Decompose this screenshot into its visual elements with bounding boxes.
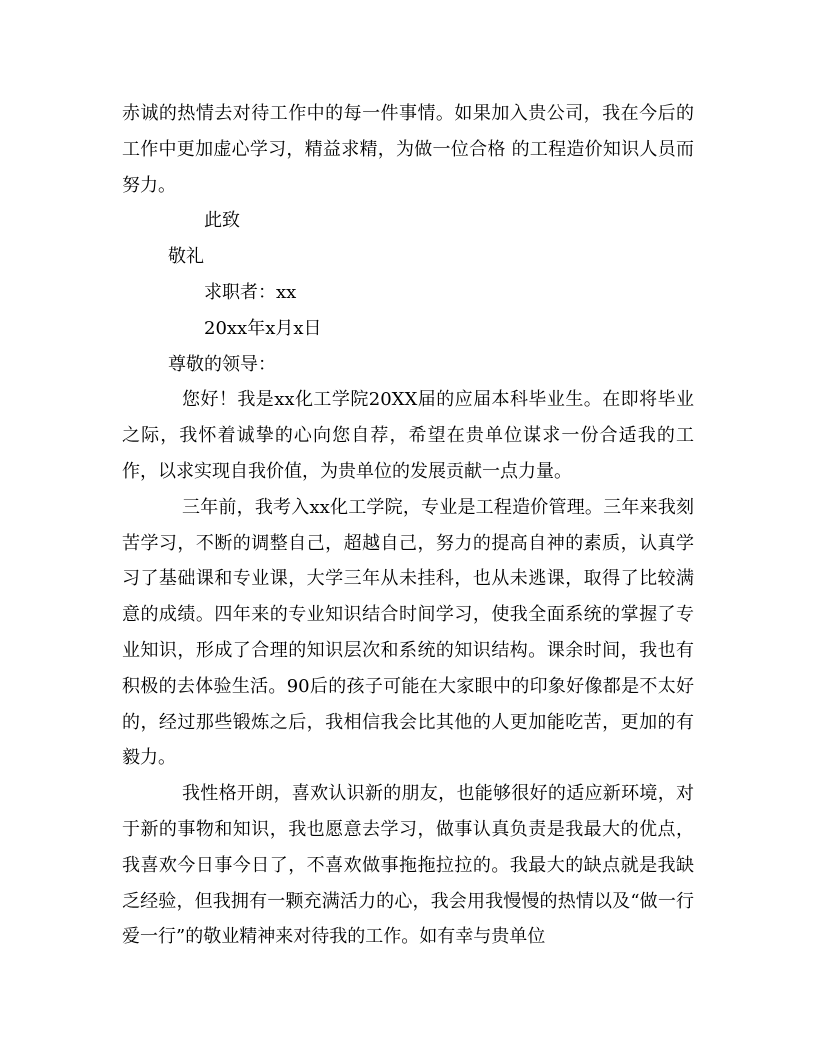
closing-line-cizhi: 此致 (204, 210, 240, 232)
letter-date: 20xx年x月x日 (204, 317, 322, 339)
applicant-signature: 求职者：xx (204, 281, 297, 303)
body-paragraph: 三年前，我考入xx化工学院，专业是工程造价管理。三年来我刻苦学习，不断的调整自己，超越自己，努力的提高自神的素质，认真学习了基础课和专业课，大学三年从未挂科，也从未逃课，取得了比较满意的成绩。四年来的专业知识结合时间学习，使我全面系统的掌握了专业知识，形成了合理的知识层次和系统的知识结构。课余时间，我也有积极的去体验生活。90后的孩子可能在大家眼中的印象好像都是不太好的，经过那些锻炼之后，我相信我会比其他的人更加能吃苦，更加的有毅力。 (122, 496, 694, 769)
document-body (122, 96, 694, 955)
salutation: 尊敬的领导： (168, 353, 276, 375)
body-paragraph: 您好！我是xx化工学院20XX届的应届本科毕业生。在即将毕业之际，我怀着诚挚的心向您自荐，希望在贵单位谋求一份合适我的工作，以求实现自我价值，为贵单位的发展贡献一点力量。 (122, 389, 694, 482)
body-paragraph: 我性格开朗，喜欢认识新的朋友，也能够很好的适应新环境，对于新的事物和知识，我也愿意去学习，做事认真负责是我最大的优点，我喜欢今日事今日了，不喜欢做事拖拖拉拉的。我最大的缺点就是我缺乏经验，但我拥有一颗充满活力的心，我会用我慢慢的热情以及“做一行爱一行”的敬业精神来对待我的工作。如有幸与贵单位 (122, 783, 694, 948)
body-paragraph: 赤诚的热情去对待工作中的每一件事情。如果加入贵公司，我在今后的工作中更加虚心学习，精益求精，为做一位合格 的工程造价知识人员而努力。 (122, 103, 694, 196)
closing-line-jingli: 敬礼 (168, 246, 204, 268)
